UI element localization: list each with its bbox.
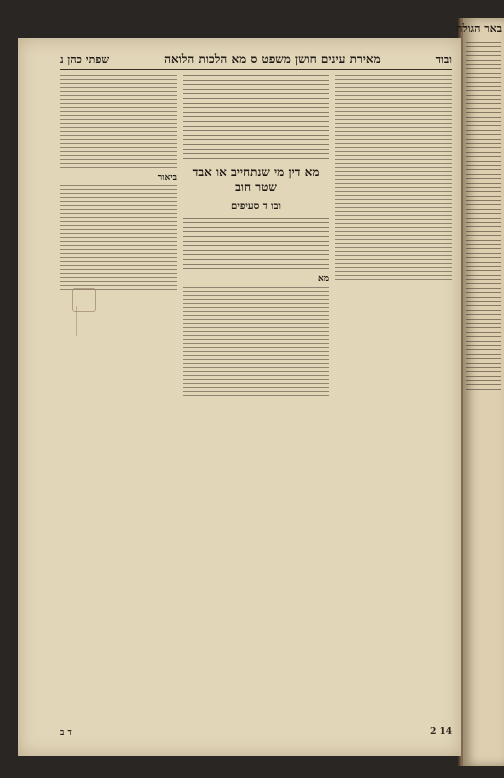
page-header <box>60 52 452 70</box>
side-commentary <box>60 75 177 168</box>
column-right <box>335 72 452 399</box>
footer-right: 14 2 <box>430 727 452 737</box>
page-footer <box>60 727 452 738</box>
column-left <box>60 72 177 399</box>
main-text-top <box>183 75 329 159</box>
commentary-text-lower <box>183 287 329 396</box>
side-commentary-lower <box>60 185 177 290</box>
header-title: מאירת עינים חושן משפט ס מא הלכות הלואה <box>164 52 381 66</box>
facing-page-text <box>463 42 504 390</box>
column-center <box>183 72 329 399</box>
commentary-text <box>335 75 452 280</box>
document-page <box>18 38 461 756</box>
siman-heading: מא דין מי שנתחייב או אבד שטר חוב <box>192 164 320 194</box>
facing-page-header: באר הגולה <box>456 22 502 35</box>
section-label-b: ביאור <box>157 172 177 183</box>
stamp-mark-icon <box>76 306 91 336</box>
facing-page <box>456 18 504 766</box>
footer-left: ד ב <box>60 728 72 738</box>
page-content <box>60 52 452 742</box>
main-text-bottom <box>183 218 329 270</box>
text-columns <box>60 72 452 399</box>
header-right: ובוד <box>435 53 452 66</box>
siman-subheading: ובו ד סעיפים <box>231 200 281 212</box>
section-label-a: מא <box>317 274 330 285</box>
header-left: שפתי כהן נ <box>60 53 110 66</box>
